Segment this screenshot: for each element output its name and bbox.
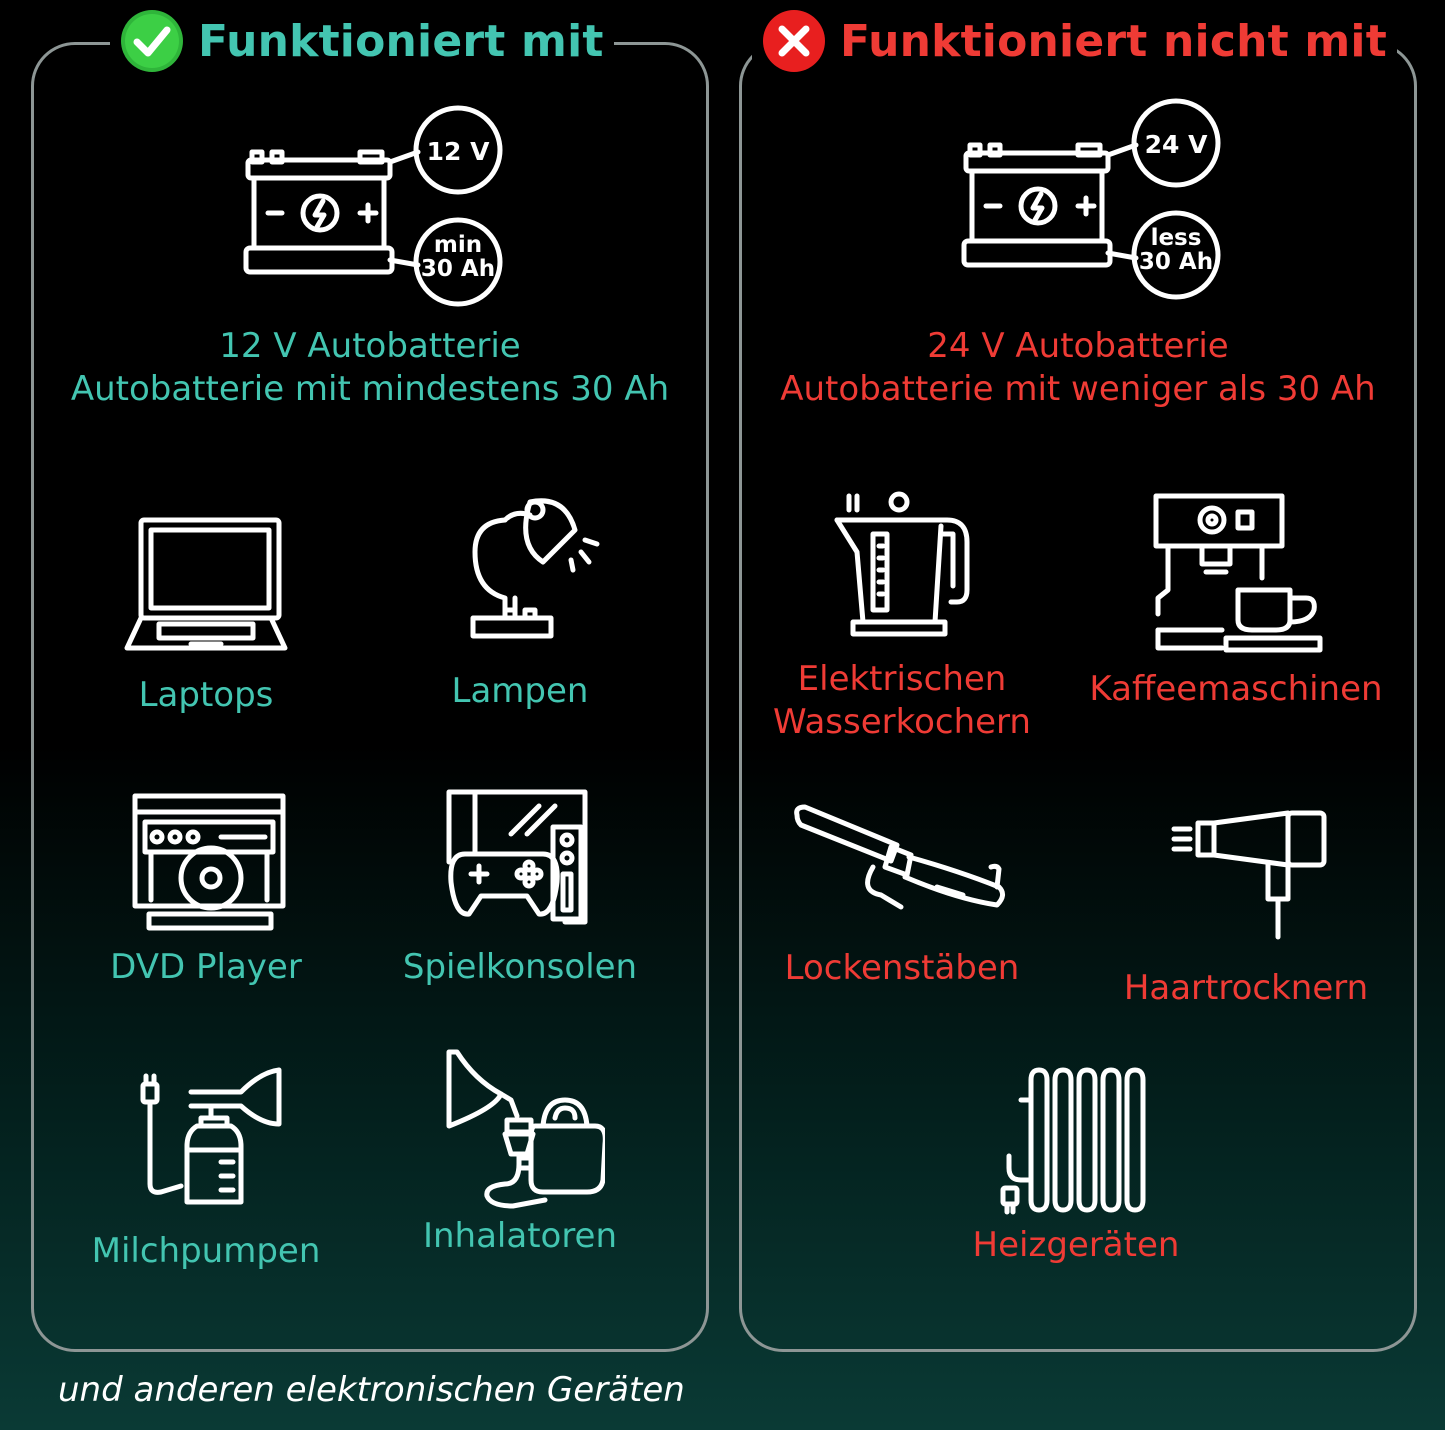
item-label: Inhalatoren: [422, 1216, 618, 1256]
breast-pump-icon: [121, 1062, 291, 1212]
item-label: Spielkonsolen: [402, 947, 638, 987]
item-label: Kaffeemaschinen: [1089, 669, 1383, 709]
laptop-icon: [121, 510, 291, 660]
item-label: Lampen: [451, 671, 589, 711]
hair-dryer-icon: [1156, 795, 1336, 945]
item-dvd-players: [46, 790, 366, 989]
item-label-line-2: Wasserkochern: [773, 702, 1031, 742]
works-with-subtitle: [31, 325, 709, 411]
item-label: DVD Player: [110, 947, 302, 987]
item-label: Haartrocknern: [1123, 968, 1369, 1008]
item-label: Milchpumpen: [91, 1231, 321, 1271]
item-inhalers: [360, 1044, 680, 1258]
footer-note: und anderen elektronischen Geräten: [58, 1370, 685, 1410]
dvd-player-icon: [121, 790, 291, 940]
battery-capacity-label-1: min: [433, 232, 483, 258]
item-game-consoles: [360, 782, 680, 989]
radiator-heater-icon: [991, 1060, 1161, 1220]
inhaler-icon: [435, 1044, 605, 1219]
battery-voltage-label: 24 V: [1144, 130, 1208, 159]
subtitle-line-1: 24 V Autobatterie: [927, 326, 1229, 366]
not-works-with-title: Funktioniert nicht mit: [840, 15, 1387, 67]
x-circle-icon: [762, 9, 826, 73]
item-breast-pumps: [46, 1062, 366, 1273]
car-battery-12v-icon: [240, 100, 510, 310]
battery-voltage-label: 12 V: [426, 137, 490, 166]
battery-capacity-label-1: less: [1150, 225, 1202, 251]
coffee-machine-icon: [1146, 490, 1326, 660]
item-label: Laptops: [138, 675, 274, 715]
item-lamps: [360, 490, 680, 713]
subtitle-line-2: Autobatterie mit weniger als 30 Ah: [780, 369, 1376, 409]
curling-iron-icon: [787, 795, 1017, 925]
item-curling-irons: [742, 795, 1062, 990]
subtitle-line-2: Autobatterie mit mindestens 30 Ah: [70, 369, 670, 409]
subtitle-line-1: 12 V Autobatterie: [219, 326, 521, 366]
item-coffee-machines: [1076, 490, 1396, 711]
works-with-title: Funktioniert mit: [198, 15, 604, 67]
not-works-with-header: [752, 6, 1397, 76]
item-laptops: [46, 510, 366, 717]
check-circle-icon: [120, 9, 184, 73]
battery-capacity-label-2: 30 Ah: [1138, 249, 1214, 275]
item-kettles: [742, 490, 1062, 744]
item-label: Lockenstäben: [784, 948, 1020, 988]
game-console-icon: [435, 782, 605, 932]
battery-capacity-label-2: 30 Ah: [420, 256, 496, 282]
kettle-icon: [817, 490, 987, 640]
item-label: Heizgeräten: [972, 1225, 1180, 1265]
item-hair-dryers: [1086, 795, 1406, 1010]
car-battery-24v-icon: [958, 93, 1228, 303]
item-label: [742, 658, 1062, 744]
item-label-line-1: Elektrischen: [797, 659, 1007, 699]
works-with-header: [110, 6, 614, 76]
item-heaters: [916, 1060, 1236, 1267]
not-works-with-subtitle: [739, 325, 1417, 411]
desk-lamp-icon: [435, 490, 605, 660]
